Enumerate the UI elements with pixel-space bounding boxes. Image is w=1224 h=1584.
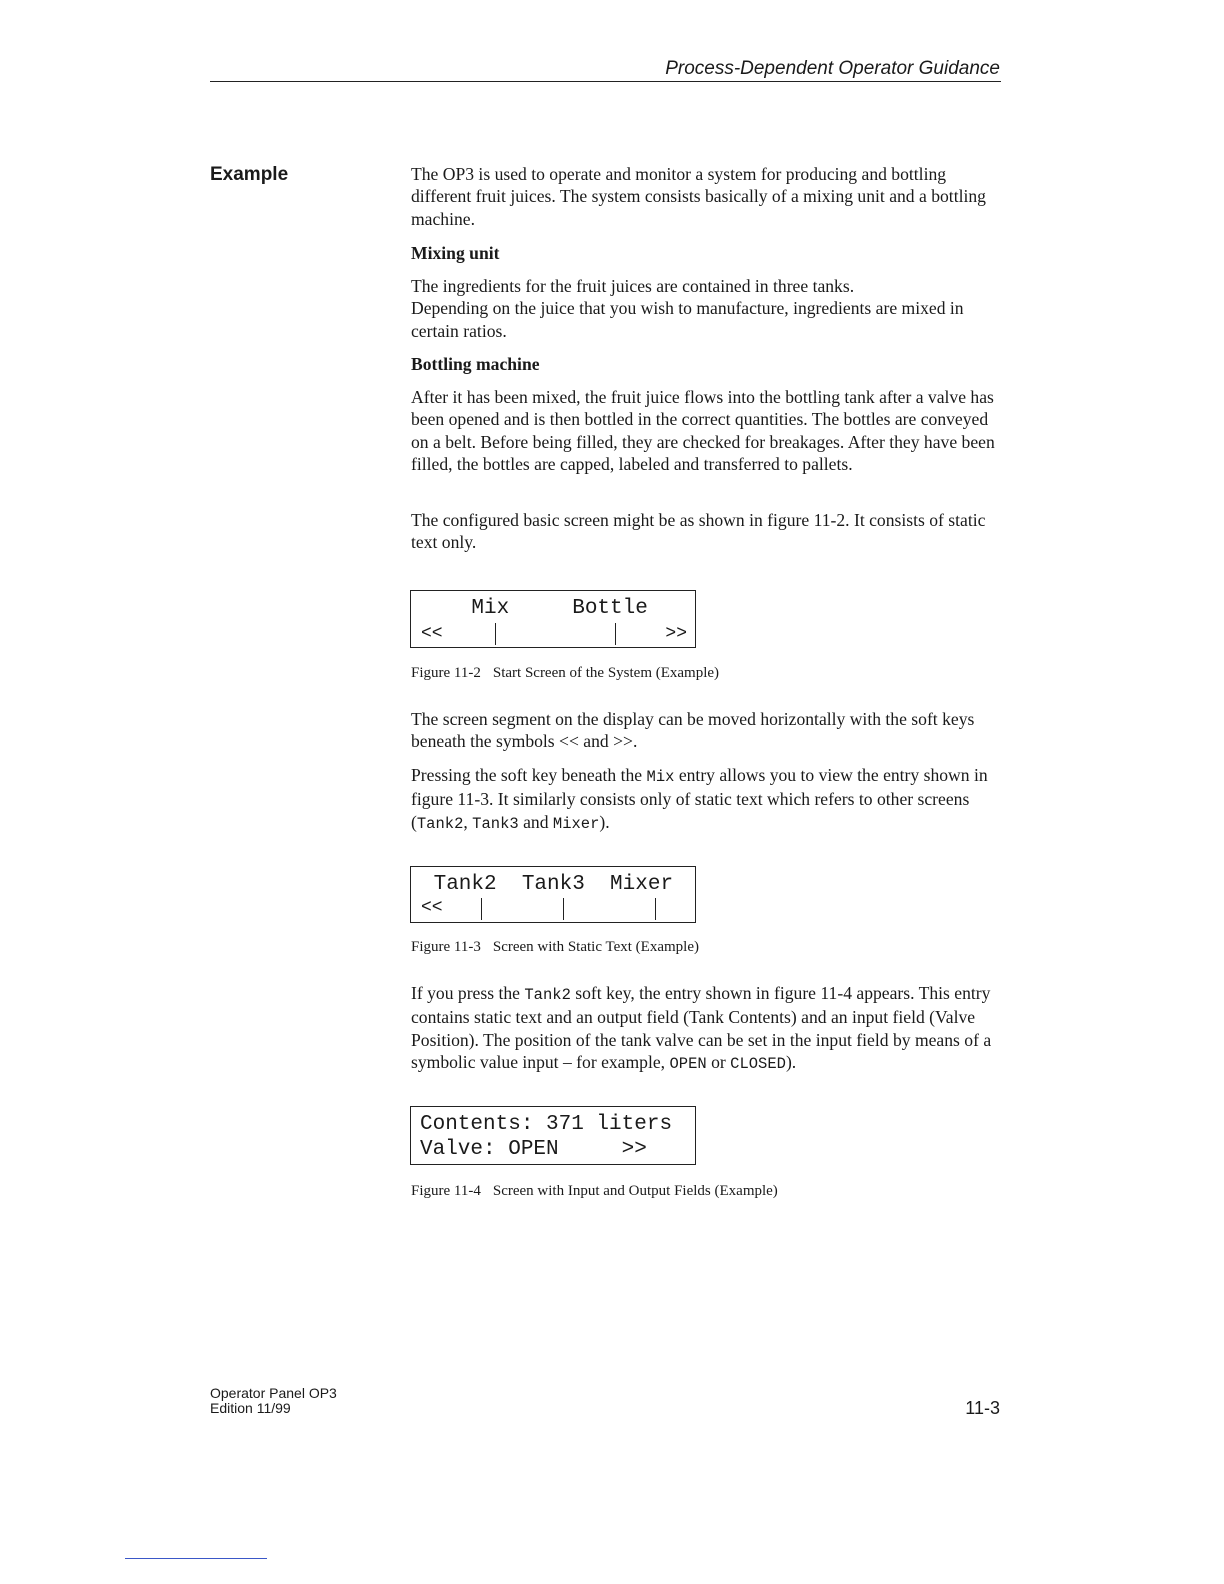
lcd-scroll-left: << bbox=[421, 898, 443, 918]
pressing-paragraph: Pressing the soft key beneath the Mix entry allows you to view the entry shown in figure 11-3. It similarly consists only of static text which refers to other screens (Tank2, Tank3 and Mixer). bbox=[411, 765, 988, 833]
figure-caption: Figure 11-3 Screen with Static Text (Example) bbox=[411, 939, 699, 955]
header-rule bbox=[210, 81, 1001, 82]
lcd-static-text-screen bbox=[410, 866, 696, 923]
figure-caption: Figure 11-4 Screen with Input and Output Fields (Example) bbox=[411, 1183, 778, 1199]
softkey-divider bbox=[615, 623, 616, 645]
softkey-divider bbox=[495, 623, 496, 645]
softkey-divider bbox=[563, 898, 564, 920]
figure-caption: Figure 11-2 Start Screen of the System (Example) bbox=[411, 665, 720, 681]
section-heading: Example bbox=[210, 164, 289, 185]
bottling-paragraph: After it has been mixed, the fruit juice flows into the bottling tank after a valve has been opened and is then bottled in the correct quantities. The bottles are conveyed on a belt. Before being filled, they are checked for breakages. After they have been filled, the bottles are capped, labeled and transferred to pallets. bbox=[411, 387, 995, 475]
lcd-line-1: Tank2 Tank3 Mixer bbox=[421, 873, 674, 896]
running-header: Process-Dependent Operator Guidance bbox=[665, 58, 1000, 79]
lcd-valve-input: Valve: OPEN >> bbox=[420, 1138, 647, 1161]
lcd-scroll-left: << bbox=[421, 624, 443, 644]
lcd-input-output-screen bbox=[410, 1106, 696, 1165]
lcd-line-1: Mix Bottle bbox=[421, 597, 648, 620]
softkey-divider bbox=[481, 898, 482, 920]
footer-product: Operator Panel OP3 bbox=[210, 1385, 337, 1401]
segment-paragraph: The screen segment on the display can be moved horizontally with the soft keys beneath the symbols << and >>. bbox=[411, 709, 975, 752]
mixing-paragraph: The ingredients for the fruit juices are contained in three tanks. Depending on the juice that you wish to manufacture, ingredients are mixed in certain ratios. bbox=[411, 276, 964, 341]
lcd-start-screen bbox=[410, 590, 696, 648]
footer-link-rule bbox=[125, 1558, 267, 1559]
footer-edition: Edition 11/99 bbox=[210, 1400, 291, 1416]
bottling-heading: Bottling machine bbox=[411, 354, 540, 374]
basic-screen-paragraph: The configured basic screen might be as shown in figure 11-2. It consists of static text only. bbox=[411, 510, 986, 553]
intro-paragraph: The OP3 is used to operate and monitor a system for producing and bottling different fruit juices. The system consists basically of a mixing unit and a bottling machine. bbox=[411, 164, 986, 229]
lcd-contents-output: Contents: 371 liters bbox=[420, 1113, 673, 1136]
tank-paragraph: If you press the Tank2 soft key, the entry shown in figure 11-4 appears. This entry contains static text and an output field (Tank Contents) and an input field (Valve Position). The position of the tank valve can be set in the input field by means of a symbolic value input – for example, OPEN or CLOSED). bbox=[411, 983, 992, 1074]
footer-info bbox=[210, 1386, 337, 1416]
page-number: 11-3 bbox=[965, 1398, 1000, 1418]
softkey-divider bbox=[655, 898, 656, 920]
lcd-scroll-right: >> bbox=[665, 624, 687, 644]
mixing-heading: Mixing unit bbox=[411, 243, 500, 263]
